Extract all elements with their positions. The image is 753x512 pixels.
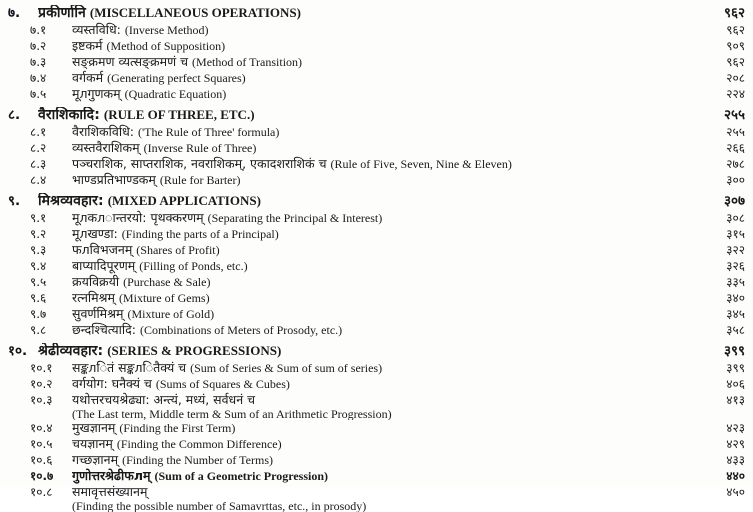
toc-entry-title-english: (Generating perfect Squares)	[107, 71, 246, 85]
toc-entry-number: ७.५	[30, 87, 47, 101]
toc-item-row	[0, 468, 753, 484]
toc-entry-title-english: (MIXED APPLICATIONS)	[107, 193, 261, 208]
toc-entry-title	[72, 452, 699, 468]
toc-entry-title	[72, 22, 699, 38]
toc-entry-title-devanagari: मूлखण्डा:	[72, 226, 118, 241]
toc-entry-page-number: ३९९	[723, 343, 745, 359]
toc-entry-number: ७.४	[30, 71, 47, 85]
toc-item-row	[0, 392, 753, 408]
toc-entry-title	[72, 226, 699, 242]
toc-item-row	[0, 70, 753, 86]
toc-entry-number: ९.४	[30, 259, 47, 273]
toc-entry-title-devanagari: सङ्कлितं सङ्कлितैक्यं च	[72, 360, 187, 375]
toc-entry-title-devanagari: समावृत्तसंख्यानम्	[72, 484, 148, 499]
toc-section-row	[0, 5, 753, 21]
toc-entry-title-english: (Separating the Principal & Interest)	[207, 211, 383, 225]
toc-item-row	[0, 258, 753, 274]
toc-entry-page-number: ४१३	[726, 393, 745, 407]
toc-item-row	[0, 484, 753, 500]
toc-entry-page-number: ४२३	[726, 421, 745, 435]
toc-entry-title-devanagari: यथोत्तरचयश्रेढ्या: अन्त्यं, मध्यं, सर्वधनं च	[72, 392, 256, 407]
toc-entry-title-devanagari: फлविभजनम्	[72, 242, 133, 257]
toc-entry-page-number: ३०७	[723, 193, 745, 209]
toc-entry-number: ९.२	[30, 227, 47, 241]
toc-entry-page-number: २५५	[723, 107, 745, 123]
toc-entry-title-english: (Shares of Profit)	[136, 243, 220, 257]
toc-item-row	[0, 124, 753, 140]
toc-entry-number: ९.६	[30, 291, 47, 305]
toc-entry-title-devanagari: रत्नमिश्रम्	[72, 290, 115, 305]
toc-item-row	[0, 290, 753, 306]
toc-entry-number: ८.४	[30, 173, 47, 187]
toc-entry-title-devanagari: व्यस्तविधि:	[72, 22, 121, 37]
toc-entry-title-devanagari: क्रयविक्रयी	[72, 274, 120, 289]
toc-entry-title	[72, 210, 699, 226]
toc-entry-title	[72, 156, 699, 172]
toc-item-row	[0, 140, 753, 156]
toc-entry-title-devanagari: वर्गयोग: घनैक्यं च	[72, 376, 152, 391]
toc-entry-number: ९.७	[30, 307, 47, 321]
toc-entry-page-number: २६६	[726, 141, 745, 155]
toc-entry-page-number: ३१५	[726, 227, 745, 241]
toc-entry-page-number: ४२९	[726, 437, 745, 451]
toc-entry-number: १०.८	[30, 485, 53, 499]
toc-entry-title-devanagari: वैराशिकविधि:	[72, 124, 134, 139]
toc-entry-page-number: ३०८	[726, 211, 745, 225]
toc-entry-title	[72, 258, 699, 274]
toc-item-row	[0, 226, 753, 242]
toc-entry-number: १०.४	[30, 421, 53, 435]
toc-entry-page-number: ४५०	[726, 485, 745, 499]
toc-entry-title-english: (Sum of Series & Sum of sum of series)	[190, 361, 383, 375]
toc-entry-title	[72, 274, 699, 290]
toc-item-row	[0, 86, 753, 102]
toc-entry-title-devanagari: मुखज्ञानम्	[72, 420, 116, 435]
toc-entry-number: ९.१	[30, 211, 47, 225]
toc-entry-title	[72, 124, 699, 140]
toc-entry-number: ९.५	[30, 275, 47, 289]
toc-entry-title	[72, 360, 699, 376]
toc-entry-number: ९.	[8, 193, 21, 209]
toc-entry-page-number: २७८	[726, 157, 745, 171]
toc-entry-title-devanagari: पञ्चराशिक, साप्तराशिक, नवराशिकम्, एकादशराशिकं च	[72, 156, 327, 171]
toc-entry-title-english: (Method of Supposition)	[106, 39, 226, 53]
toc-item-row	[0, 156, 753, 172]
toc-entry-number: ८.२	[30, 141, 47, 155]
toc-entry-title-english: (Mixture of Gems)	[118, 291, 210, 305]
toc-section-row	[0, 193, 753, 209]
toc-entry-title	[72, 290, 699, 306]
toc-entry-title-devanagari: वर्गकर्म	[72, 70, 104, 85]
toc-entry-number: ८.	[8, 107, 21, 123]
toc-entry-number: ७.	[8, 5, 21, 21]
toc-item-row	[0, 54, 753, 70]
toc-section-row	[0, 343, 753, 359]
toc-entry-title-devanagari: सङ्क्रमण व्यत्सङ्क्रमणं च	[72, 54, 189, 69]
toc-entry-number: १०.६	[30, 453, 53, 467]
toc-entry-title-english: (Combinations of Meters of Prosody, etc.)	[139, 323, 343, 337]
toc-entry-page-number: ९६२	[726, 23, 745, 37]
toc-entry-title	[72, 242, 699, 258]
toc-entry-title	[72, 86, 699, 102]
toc-entry-title	[72, 468, 699, 484]
toc-entry-title: (Finding the possible number of Samavrttas, etc., in prosody)	[72, 500, 367, 512]
toc-entry-number: ८.३	[30, 157, 47, 171]
toc-entry-number: १०.३	[30, 393, 53, 407]
toc-item-row	[0, 376, 753, 392]
toc-entry-number: १०.१	[30, 361, 53, 375]
toc-entry-title	[72, 70, 699, 86]
toc-entry-page-number: २०८	[726, 71, 745, 85]
toc-entry-page-number: ३२२	[726, 243, 745, 257]
toc-entry-number: ७.२	[30, 39, 47, 53]
toc-item-row	[0, 436, 753, 452]
toc-entry-title-devanagari: वैराशिकादि:	[38, 107, 100, 123]
toc-entry-title: (The Last term, Middle term & Sum of an Arithmetic Progression)	[72, 408, 392, 420]
toc-entry-title	[72, 140, 699, 156]
toc-entry-number: ७.३	[30, 55, 47, 69]
toc-entry-title-english: (Sum of a Geometric Progression)	[154, 469, 328, 483]
toc-entry-title-english: (Rule of Five, Seven, Nine & Eleven)	[330, 157, 512, 171]
toc-entry-number: १०.	[8, 343, 28, 359]
toc-entry-page-number: ९६२	[723, 5, 745, 21]
toc-entry-number: ९.३	[30, 243, 47, 257]
toc-entry-page-number: ३३५	[726, 275, 745, 289]
toc-entry-title-devanagari: गच्छज्ञानम्	[72, 452, 119, 467]
toc-entry-page-number: ३४५	[726, 307, 745, 321]
toc-entry-page-number: २५५	[726, 125, 745, 139]
toc-entry-title-english: (Purchase & Sale)	[123, 275, 211, 289]
toc-entry-title-english: (Sums of Squares & Cubes)	[155, 377, 290, 391]
toc-entry-title	[72, 420, 699, 436]
toc-item-row	[0, 306, 753, 322]
toc-entry-title-english: ('The Rule of Three' formula)	[137, 125, 280, 139]
toc-entry-page-number: ९०९	[726, 39, 745, 53]
toc-entry-title-devanagari: भाण्डप्रतिभाण्डकम्	[72, 172, 156, 187]
toc-entry-number: ८.१	[30, 125, 47, 139]
toc-entry-page-number: ३५८	[726, 323, 745, 337]
toc-note-row	[0, 408, 753, 420]
toc-entry-title	[38, 343, 699, 359]
toc-entry-title-devanagari: मूлगुणकम्	[72, 86, 121, 101]
toc-entry-title-devanagari: चयज्ञानम्	[72, 436, 113, 451]
toc-entry-page-number: ३४०	[726, 291, 745, 305]
toc-entry-title-english: (Mixture of Gold)	[127, 307, 215, 321]
toc-item-row	[0, 360, 753, 376]
toc-entry-title-english: (Rule for Barter)	[159, 173, 241, 187]
toc-entry-title-devanagari: प्रकीर्णानि	[38, 5, 86, 21]
toc-item-row	[0, 242, 753, 258]
toc-entry-title-devanagari: इष्टकर्म	[72, 38, 103, 53]
toc-entry-title	[72, 392, 699, 408]
toc-item-row	[0, 22, 753, 38]
toc-item-row	[0, 452, 753, 468]
toc-entry-title-devanagari: मूлकлान्तरयो: पृथक्करणम्	[72, 210, 204, 225]
toc-entry-title-devanagari: बाप्यादिपूरणम्	[72, 258, 136, 273]
toc-entry-page-number: २२४	[726, 87, 745, 101]
toc-entry-title-english: (RULE OF THREE, ETC.)	[103, 107, 255, 122]
toc-note-row	[0, 500, 753, 512]
toc-entry-title	[38, 5, 699, 21]
toc-entry-page-number: ४०६	[726, 377, 745, 391]
toc-item-row	[0, 38, 753, 54]
toc-entry-title	[72, 484, 699, 500]
toc-entry-title	[72, 306, 699, 322]
toc-item-row	[0, 210, 753, 226]
toc-entry-title-devanagari: सुवर्णमिश्रम्	[72, 306, 124, 321]
toc-entry-title	[72, 322, 699, 338]
toc-entry-title-english: (Method of Transition)	[192, 55, 303, 69]
toc-item-row	[0, 420, 753, 436]
toc-entry-title-english: (Inverse Rule of Three)	[143, 141, 257, 155]
toc-item-row	[0, 172, 753, 188]
toc-entry-page-number: ४३३	[726, 453, 745, 467]
toc-entry-number: ९.८	[30, 323, 47, 337]
toc-entry-number: १०.५	[30, 437, 53, 451]
toc-entry-page-number: ९६२	[726, 55, 745, 69]
toc-entry-title-english: (MISCELLANEOUS OPERATIONS)	[89, 5, 301, 20]
toc-entry-title-devanagari: व्यस्तवैराशिकम्	[72, 140, 140, 155]
toc-entry-page-number: ४४०	[726, 469, 745, 483]
toc-entry-title-devanagari: गुणोत्तरश्रेढीफлम्	[72, 468, 151, 483]
toc-item-row	[0, 322, 753, 338]
toc-entry-title-english: (Finding the First Term)	[119, 421, 236, 435]
toc-entry-page-number: ३२६	[726, 259, 745, 273]
toc-entry-title	[72, 172, 699, 188]
toc-entry-title-english: (SERIES & PROGRESSIONS)	[107, 343, 282, 358]
toc-entry-title-english: (Quadratic Equation)	[124, 87, 227, 101]
toc-entry-number: ७.१	[30, 23, 47, 37]
toc-entry-number: १०.२	[30, 377, 53, 391]
toc-entry-page-number: ३९९	[726, 361, 745, 375]
toc-entry-title	[72, 54, 699, 70]
toc-entry-title	[72, 376, 699, 392]
toc-entry-page-number: ३००	[726, 173, 745, 187]
toc-entry-title-devanagari: श्रेढीव्यवहार:	[38, 343, 104, 359]
toc-entry-title-english: (Finding the Number of Terms)	[122, 453, 273, 467]
toc-item-row	[0, 274, 753, 290]
toc-section-row	[0, 107, 753, 123]
toc-entry-title-english: (Finding the Common Difference)	[116, 437, 282, 451]
toc-entry-title	[38, 107, 699, 123]
toc-entry-title-english: (Finding the parts of a Principal)	[121, 227, 279, 241]
toc-entry-title-english: (Inverse Method)	[124, 23, 209, 37]
toc-entry-number: १०.७	[30, 469, 54, 483]
toc-entry-title	[72, 436, 699, 452]
toc-entry-title	[72, 38, 699, 54]
toc-entry-title-devanagari: छन्दश्चित्यादि:	[72, 322, 136, 337]
toc-entry-title-devanagari: मिश्रव्यवहार:	[38, 193, 104, 209]
toc-entry-title-english: (Filling of Ponds, etc.)	[139, 259, 248, 273]
toc-entry-title	[38, 193, 699, 209]
